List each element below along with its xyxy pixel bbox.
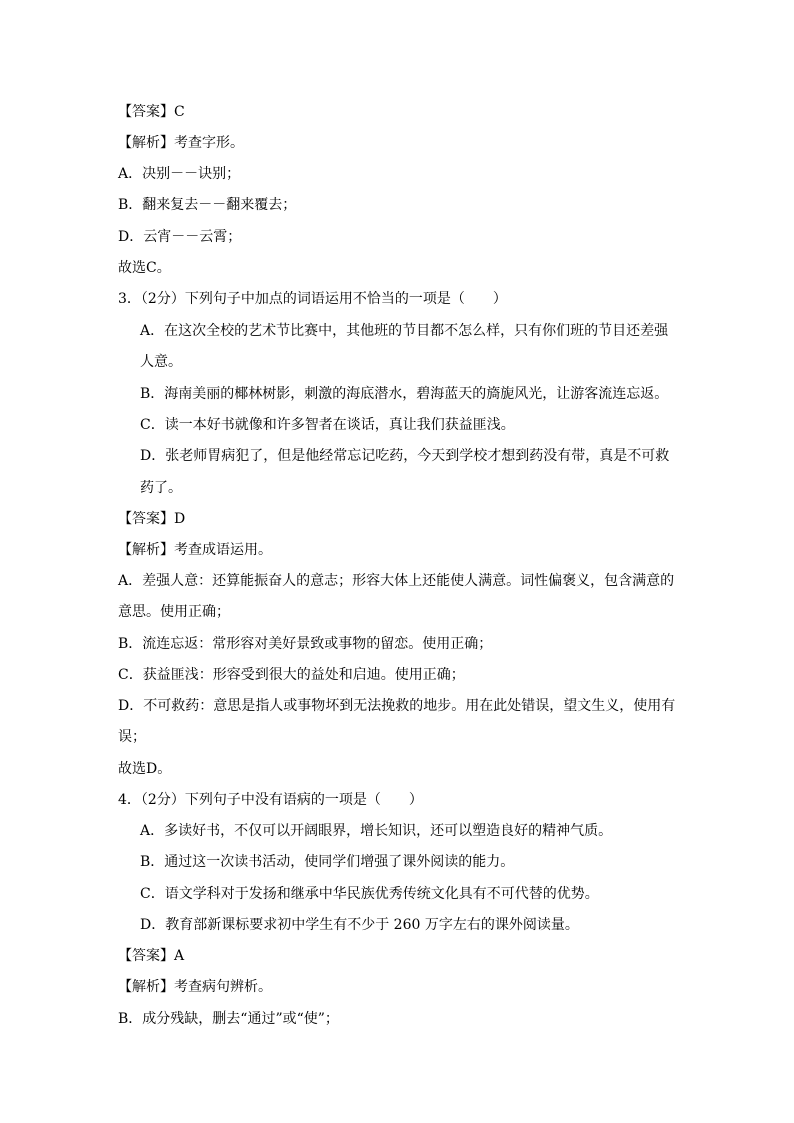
q3-option-d: D．张老师胃病犯了，但是他经常忘记吃药，今天到学校才想到药没有带，真是不可救 [140,448,670,464]
q3-stem: 3．（2分）下列句子中加点的词语运用不恰当的一项是（ ） [118,291,507,307]
q4-option-c: C．语文学科对于发扬和继承中华民族优秀传统文化具有不可代替的优势。 [140,886,599,902]
q4-option-d: D．教育部新课标要求初中学生有不少于 260 万字左右的课外阅读量。 [140,917,579,933]
q3-option-c: C．读一本好书就像和许多智者在谈话，真让我们获益匪浅。 [140,417,515,433]
q4-option-a: A．多读好书，不仅可以开阔眼界，增长知识，还可以塑造良好的精神气质。 [140,823,613,839]
q3-point-d-cont: 误； [118,729,146,745]
q2-point-d: D．云宵－－云霄； [118,229,242,245]
q4-option-b: B．通过这一次读书活动，使同学们增强了课外阅读的能力。 [140,854,515,870]
q2-answer: 【答案】C [118,104,185,120]
q3-conclusion: 故选D。 [118,761,172,777]
q2-point-b: B．翻来复去－－翻来覆去； [118,197,297,213]
q3-point-a-cont: 意思。使用正确； [118,604,230,620]
q4-answer: 【答案】A [118,948,185,964]
q3-option-a-cont: 人意。 [140,354,182,370]
q4-analysis: 【解析】考查病句辨析。 [118,979,272,995]
q3-point-d: D．不可救药：意思是指人或事物坏到无法挽救的地步。用在此处错误，望文生义，使用有 [118,698,676,714]
q3-point-b: B．流连忘返：常形容对美好景致或事物的留恋。使用正确； [118,636,493,652]
q3-point-a: A．差强人意：还算能振奋人的意志；形容大体上还能使人满意。词性偏褒义，包含满意的 [118,573,675,589]
q2-analysis: 【解析】考查字形。 [118,135,244,151]
q3-option-a: A．在这次全校的艺术节比赛中，其他班的节目都不怎么样，只有你们班的节目还差强 [140,323,669,339]
q3-option-d-cont: 药了。 [140,480,182,496]
q3-analysis: 【解析】考查成语运用。 [118,542,272,558]
q3-answer: 【答案】D [118,511,186,527]
q2-point-a: A．决别－－诀别； [118,166,241,182]
q3-option-b: B．海南美丽的椰林树影，刺激的海底潜水，碧海蓝天的旖旎风光，让游客流连忘返。 [140,386,669,402]
q3-point-c: C．获益匪浅：形容受到很大的益处和启迪。使用正确； [118,667,465,683]
q2-conclusion: 故选C。 [118,260,171,276]
q4-stem: 4．（2分）下列句子中没有语病的一项是（ ） [118,792,423,808]
q4-point-b: B．成分残缺，删去“通过”或“使”； [118,1011,339,1027]
